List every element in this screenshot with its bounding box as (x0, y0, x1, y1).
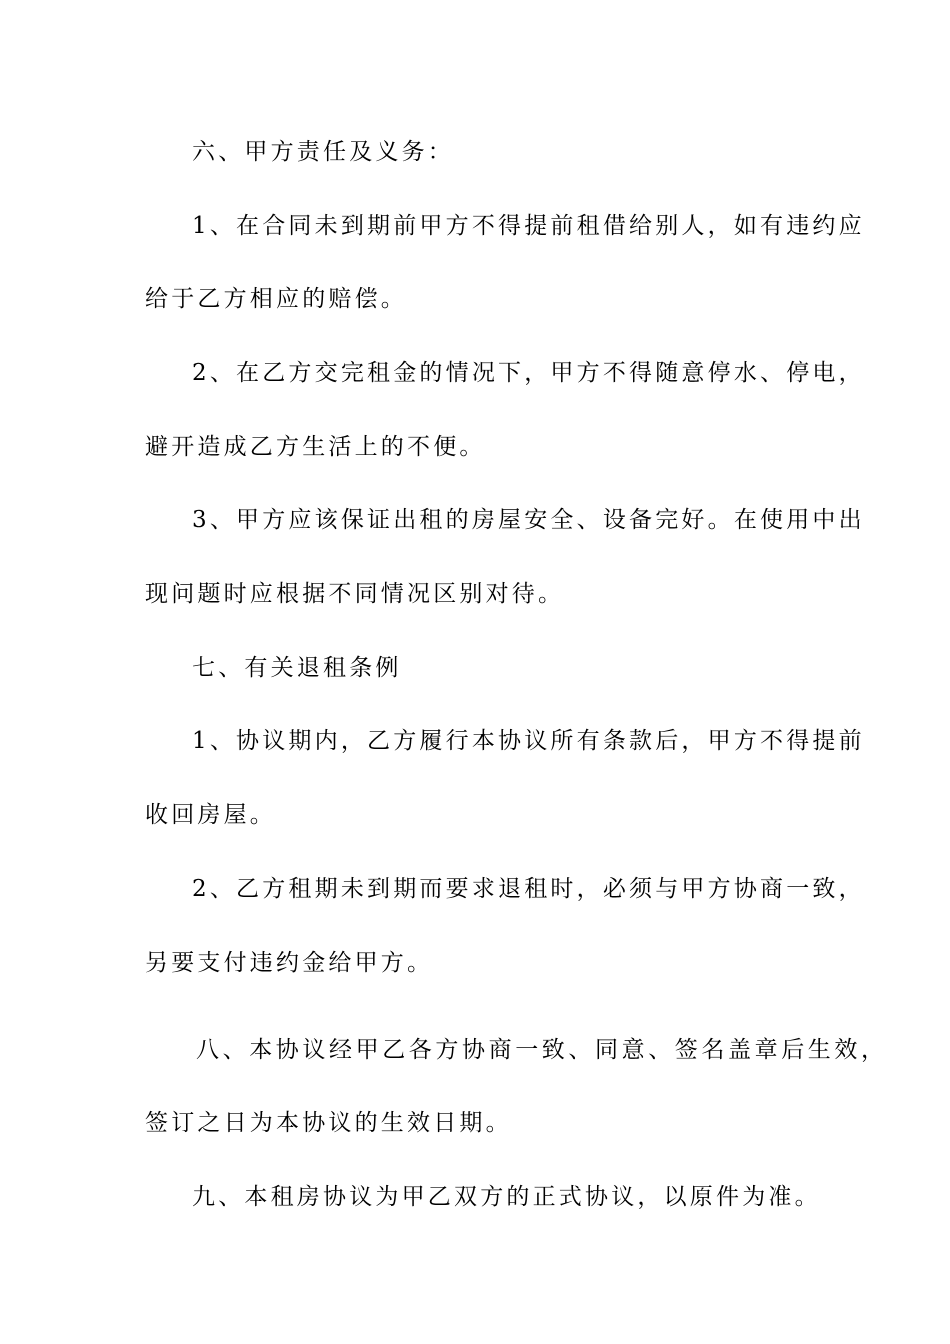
clause-7-2-line-1: 2、乙方租期未到期而要求退租时，必须与甲方协商一致， (192, 876, 865, 902)
section-heading-7: 七、有关退租条例 (192, 655, 402, 681)
clause-7-1-line-2: 收回房屋。 (145, 802, 276, 828)
clause-6-2-line-1: 2、在乙方交完租金的情况下，甲方不得随意停水、停电， (192, 360, 865, 386)
clause-6-3-line-1: 3、甲方应该保证出租的房屋安全、设备完好。在使用中出 (192, 507, 865, 533)
clause-6-2-line-2: 避开造成乙方生活上的不便。 (145, 434, 486, 460)
clause-6-3-line-2: 现问题时应根据不同情况区别对待。 (145, 581, 565, 607)
section-8-line-2: 签订之日为本协议的生效日期。 (145, 1110, 512, 1136)
section-8-line-1: 八、本协议经甲乙各方协商一致、同意、签名盖章后生效， (196, 1037, 888, 1063)
clause-7-1-line-1: 1、协议期内，乙方履行本协议所有条款后，甲方不得提前 (192, 728, 865, 754)
clause-6-1-line-2: 给于乙方相应的赔偿。 (145, 286, 407, 312)
clause-6-1-line-1: 1、在合同未到期前甲方不得提前租借给别人，如有违约应 (192, 213, 865, 239)
section-heading-6: 六、甲方责任及义务： (192, 139, 454, 165)
clause-7-2-line-2: 另要支付违约金给甲方。 (145, 950, 434, 976)
section-9-line-1: 九、本租房协议为甲乙双方的正式协议，以原件为准。 (192, 1184, 821, 1210)
